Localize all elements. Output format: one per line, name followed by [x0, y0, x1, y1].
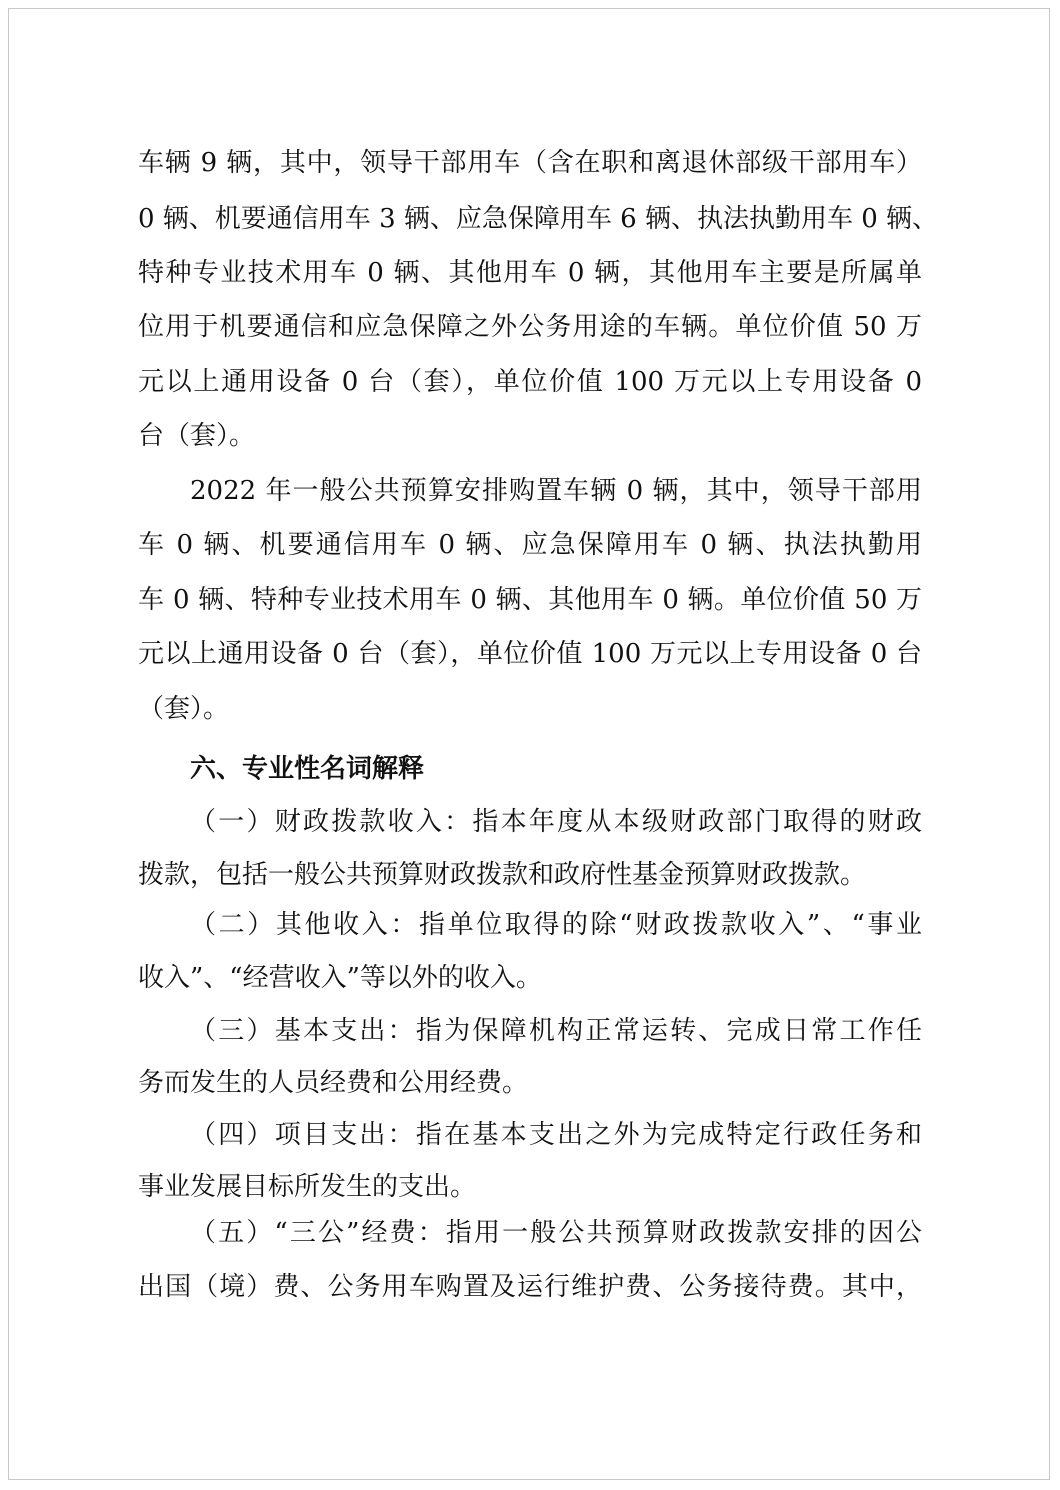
text-line: 0 辆、机要通信用车 3 辆、应急保障用车 6 辆、执法执勤用车 0 辆、	[138, 204, 939, 234]
text-line: 元以上通用设备 0 台（套），单位价值 100 万元以上专用设备 0	[138, 367, 922, 397]
section-heading: 六、专业性名词解释	[190, 754, 425, 784]
text-line: 台（套）。	[138, 421, 256, 451]
text-line: （四）项目支出：指在基本支出之外为完成特定行政任务和	[190, 1120, 922, 1150]
text-line: （套）。	[138, 694, 230, 724]
text-line: 2022 年一般公共预算安排购置车辆 0 辆，其中，领导干部用	[190, 476, 922, 506]
text-line: 收入”、“经营收入”等以外的收入。	[138, 963, 542, 993]
text-line: （二）其他收入：指单位取得的除“财政拨款收入”、“事业	[190, 910, 922, 940]
text-line: 事业发展目标所发生的支出。	[138, 1172, 477, 1202]
text-line: 车 0 辆、特种专业技术用车 0 辆、其他用车 0 辆。单位价值 50 万	[138, 585, 922, 615]
text-line: 出国（境）费、公务用车购置及运行维护费、公务接待费。其中，	[138, 1272, 922, 1302]
text-line: 位用于机要通信和应急保障之外公务用途的车辆。单位价值 50 万	[138, 312, 922, 342]
text-line: 务而发生的人员经费和公用经费。	[138, 1068, 529, 1098]
text-line: （五）“三公”经费：指用一般公共预算财政拨款安排的因公	[190, 1218, 922, 1248]
text-line: 元以上通用设备 0 台（套），单位价值 100 万元以上专用设备 0 台	[138, 639, 922, 669]
text-line: （一）财政拨款收入：指本年度从本级财政部门取得的财政	[190, 807, 922, 837]
text-line: 车辆 9 辆，其中，领导干部用车（含在职和离退休部级干部用车）	[138, 148, 922, 178]
text-line: （三）基本支出：指为保障机构正常运转、完成日常工作任	[190, 1016, 922, 1046]
text-line: 拨款，包括一般公共预算财政拨款和政府性基金预算财政拨款。	[138, 860, 867, 890]
text-line: 特种专业技术用车 0 辆、其他用车 0 辆，其他用车主要是所属单	[138, 258, 922, 288]
text-line: 车 0 辆、机要通信用车 0 辆、应急保障用车 0 辆、执法执勤用	[138, 530, 922, 560]
